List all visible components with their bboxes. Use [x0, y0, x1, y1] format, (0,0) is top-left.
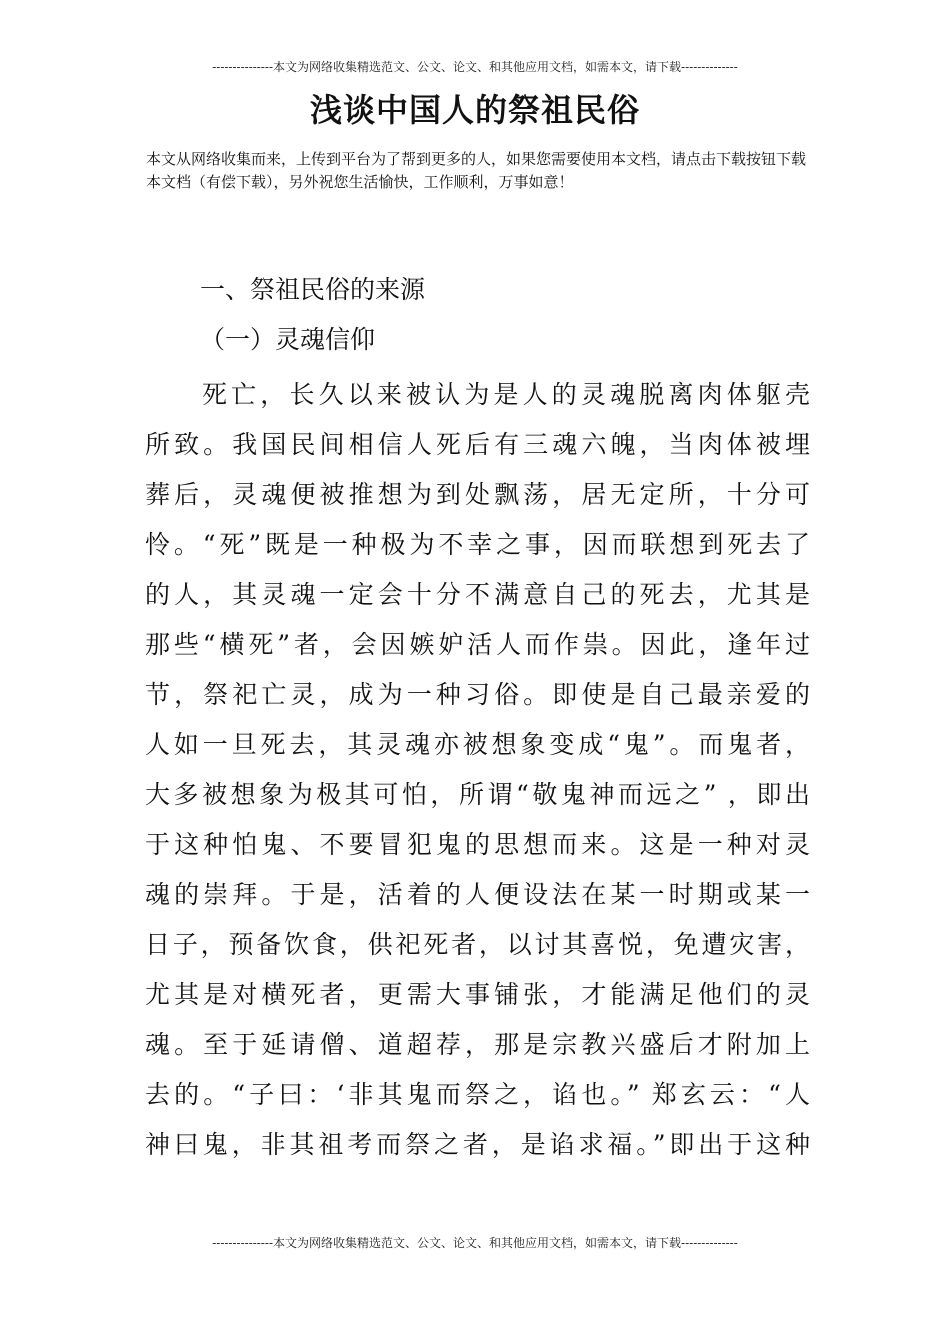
body-line: 日子，预备饮食，供祀死者，以讨其喜悦，免遭灾害， [145, 930, 810, 959]
body-line: 大多被想象为极其可怕，所谓“敬鬼神而远之” ，即出 [145, 780, 810, 809]
subsection-heading-1-1: （一）灵魂信仰 [200, 325, 376, 354]
body-line: 那些“横死”者，会因嫉妒活人而作祟。因此，逢年过 [145, 630, 810, 659]
body-line: 尤其是对横死者，更需大事铺张，才能满足他们的灵 [145, 980, 810, 1009]
body-line: 神曰鬼，非其祖考而祭之者，是谄求福。”即出于这种 [145, 1130, 810, 1159]
page-footer-banner: ---------------本文为网络收集精选范文、公文、论文、和其他应用文档，如需本文，请下载-------------- [212, 1236, 738, 1250]
body-line: 节，祭祀亡灵，成为一种习俗。即使是自己最亲爱的 [145, 680, 810, 709]
body-line: 魂的崇拜。于是，活着的人便设法在某一时期或某一 [145, 880, 810, 909]
intro-paragraph: 本文从网络收集而来，上传到平台为了帮到更多的人，如果您需要使用本文档，请点击下载按钮下载本文档（有偿下载），另外祝您生活愉快，工作顺利，万事如意！ [146, 150, 807, 191]
body-line: 死亡，长久以来被认为是人的灵魂脱离肉体躯壳 [202, 380, 810, 409]
body-line: 魂。至于延请僧、道超荐，那是宗教兴盛后才附加上 [145, 1030, 810, 1059]
body-line: 的人，其灵魂一定会十分不满意自己的死去，尤其是 [145, 580, 810, 609]
body-line: 葬后，灵魂便被推想为到处飘荡，居无定所，十分可 [145, 480, 810, 509]
body-paragraph [145, 370, 810, 1170]
body-line: 所致。我国民间相信人死后有三魂六魄，当肉体被埋 [145, 430, 810, 459]
document-title: 浅谈中国人的祭祖民俗 [309, 91, 640, 129]
body-line: 于这种怕鬼、不要冒犯鬼的思想而来。这是一种对灵 [145, 830, 810, 859]
section-heading-1: 一、祭祖民俗的来源 [200, 275, 426, 304]
body-line: 怜。“死”既是一种极为不幸之事，因而联想到死去了 [145, 530, 810, 559]
page-header-banner: ---------------本文为网络收集精选范文、公文、论文、和其他应用文档，如需本文，请下载-------------- [212, 60, 738, 74]
body-line: 去的。“子曰：‘非其鬼而祭之，谄也。” 郑玄云：“人 [145, 1080, 810, 1109]
body-line: 人如一旦死去，其灵魂亦被想象变成“鬼”。而鬼者， [145, 730, 810, 759]
